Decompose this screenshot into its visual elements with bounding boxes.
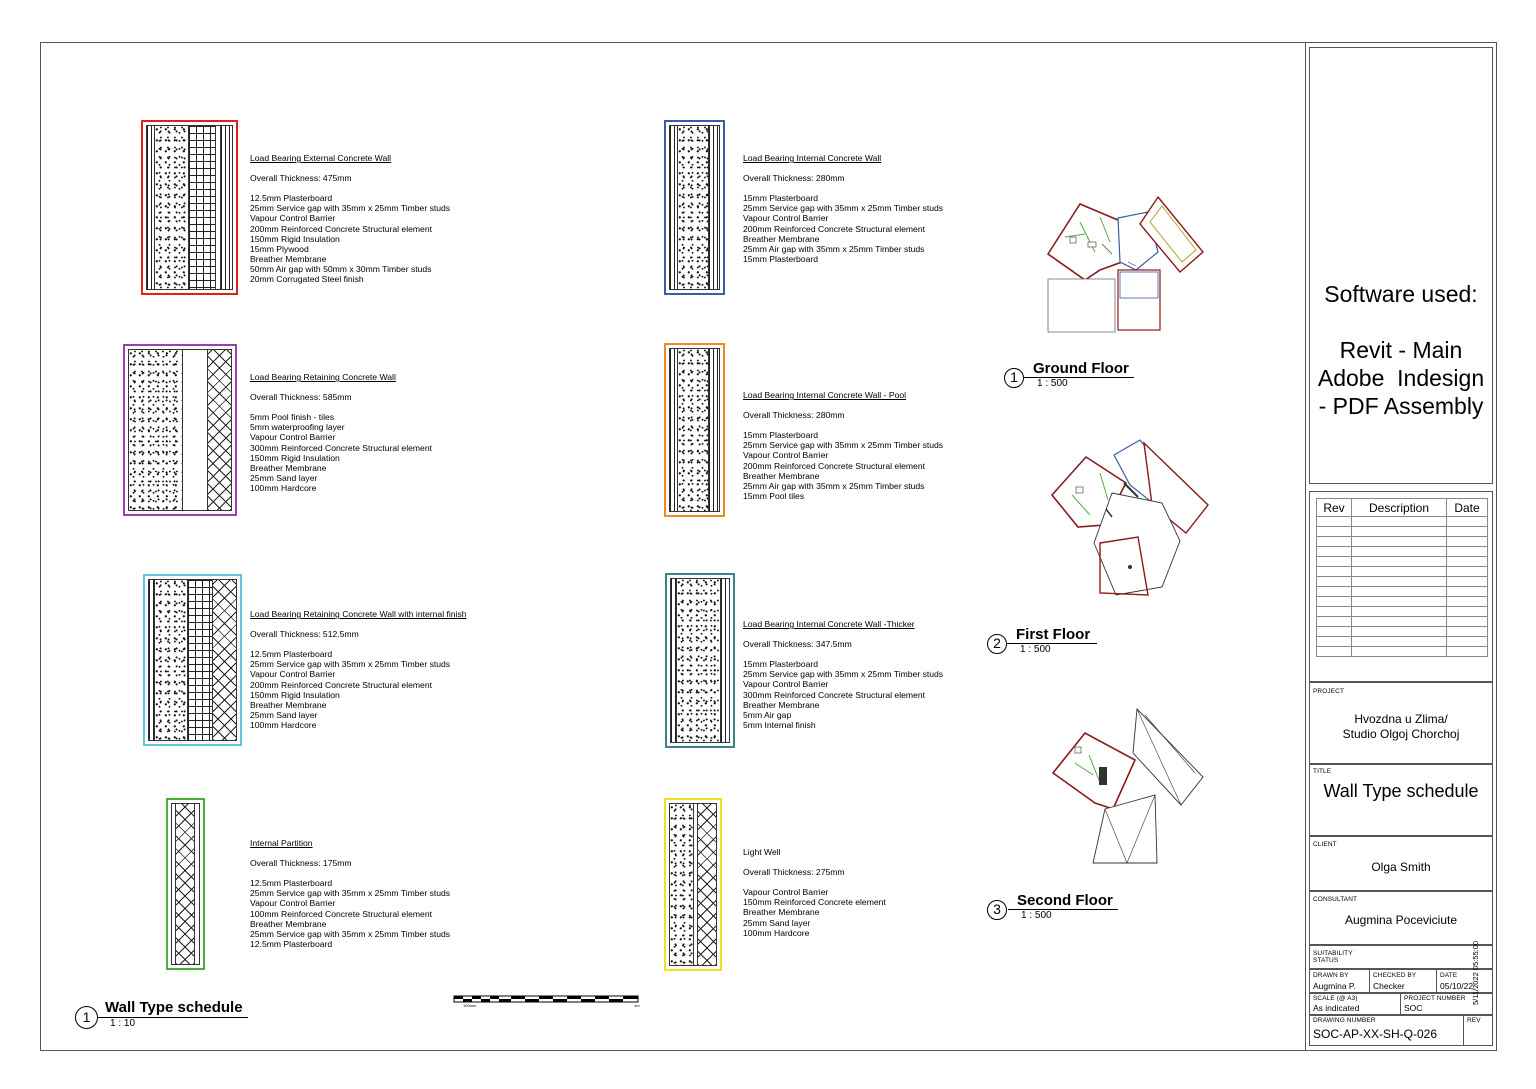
second-floor-plan: [1045, 705, 1210, 870]
description-header: Description: [1352, 499, 1447, 517]
drawing-number-value: SOC-AP-XX-SH-Q-026: [1313, 1027, 1438, 1041]
wall-layers: 15mm Plasterboard 25mm Service gap with 35mm x 25mm Timber studs Vapour Control Barrier 200mm Reinforced Concrete Structural element Breather Membrane 25mm Air gap with 35mm x 25mm Timber studs 15mm Plasterboard: [743, 193, 944, 264]
wall-title: Light Well: [743, 847, 781, 858]
project-number-label: PROJECT NUMBER: [1404, 995, 1466, 1002]
table-row: [1317, 627, 1488, 637]
table-row: [1317, 587, 1488, 597]
wall-thickness: Overall Thickness: 475mm: [250, 173, 352, 184]
drawn-checked-divider-2: [1436, 969, 1437, 993]
wall-thickness: Overall Thickness: 347.5mm: [743, 639, 852, 650]
wall-desc-6: [743, 380, 1003, 501]
table-row: [1317, 557, 1488, 567]
date-header: Date: [1447, 499, 1488, 517]
first-floor-scale: 1 : 500: [1020, 644, 1051, 655]
wall-layers: Vapour Control Barrier 150mm Reinforced Concrete element Breather Membrane 25mm Sand layer 100mm Hardcore: [743, 887, 886, 938]
table-row: [1317, 607, 1488, 617]
wall-swatch-internal-concrete: [664, 120, 725, 295]
wall-desc-2: [250, 362, 510, 493]
ground-floor-title: Ground Floor: [1033, 360, 1129, 377]
first-floor-plan: [1040, 435, 1215, 600]
wall-thickness: Overall Thickness: 512.5mm: [250, 629, 359, 640]
wall-layers: 15mm Plasterboard 25mm Service gap with 35mm x 25mm Timber studs Vapour Control Barrier 200mm Reinforced Concrete Structural element Breather Membrane 25mm Air gap with 35mm x 25mm Timber studs 15mm Pool tiles: [743, 430, 944, 501]
wall-thickness: Overall Thickness: 585mm: [250, 392, 352, 403]
rev-label: REV: [1467, 1017, 1481, 1024]
client-label: CLIENT: [1313, 841, 1337, 848]
date-value: 05/10/22: [1440, 981, 1474, 991]
project-name-line-2: Studio Olgoj Chorchoj: [1342, 727, 1460, 741]
client-name: Olga Smith: [1371, 860, 1431, 874]
table-row: [1317, 617, 1488, 627]
wall-desc-4: [250, 828, 510, 949]
software-heading: Software used:: [1324, 281, 1478, 307]
ground-floor-plan: [1040, 192, 1210, 337]
wall-title: Load Bearing Internal Concrete Wall - Pool: [743, 390, 907, 401]
suitability-label-1: SUITABILITY: [1313, 950, 1353, 957]
wall-desc-7: [743, 609, 1003, 730]
second-floor-scale: 1 : 500: [1021, 910, 1052, 921]
wall-layers: 12.5mm Plasterboard 25mm Service gap with 35mm x 25mm Timber studs Vapour Control Barrier 200mm Reinforced Concrete Structural element 150mm Rigid Insulation 15mm Plywood Breather Membrane 50mm Air gap with 50mm x 30mm Timber studs 20mm Corrugated Steel finish: [250, 193, 451, 285]
wall-swatch-internal-thicker: [665, 573, 735, 748]
date-label: DATE: [1440, 972, 1458, 979]
wall-swatch-external-concrete: [141, 120, 238, 295]
scale-bar: [452, 993, 642, 1009]
consultant-label: CONSULTANT: [1313, 896, 1358, 903]
table-row: [1317, 637, 1488, 647]
second-floor-title: Second Floor: [1017, 892, 1113, 909]
scale-bar-label-left: 100mm: [463, 1003, 477, 1008]
first-floor-title: First Floor: [1016, 626, 1091, 643]
revision-table: [1316, 498, 1488, 657]
ground-floor-scale: 1 : 500: [1037, 378, 1068, 389]
wall-desc-8: [743, 837, 1003, 938]
wall-thickness: Overall Thickness: 175mm: [250, 858, 352, 869]
project-label: PROJECT: [1313, 688, 1345, 695]
scale-value: As indicated: [1313, 1003, 1360, 1013]
wall-layers: 15mm Plasterboard 25mm Service gap with 35mm x 25mm Timber studs Vapour Control Barrier 300mm Reinforced Concrete Structural element Breather Membrane 5mm Air gap 5mm Internal finish: [743, 659, 944, 730]
software-line-1: Revit - Main: [1339, 337, 1463, 363]
wall-swatch-internal-partition: [166, 798, 205, 970]
table-row: [1317, 567, 1488, 577]
wall-title: Load Bearing Retaining Concrete Wall: [250, 372, 396, 383]
wall-swatch-internal-pool: [664, 343, 725, 517]
consultant-name: Augmina Poceviciute: [1344, 913, 1458, 927]
wall-swatch-retaining-concrete: [123, 344, 237, 516]
wall-desc-3: [250, 599, 520, 730]
wall-swatch-retaining-internal-finish: [143, 574, 242, 746]
table-row: [1317, 537, 1488, 547]
rev-header: Rev: [1317, 499, 1352, 517]
wall-layers: 12.5mm Plasterboard 25mm Service gap with 35mm x 25mm Timber studs Vapour Control Barrier 100mm Reinforced Concrete Structural element Breather Membrane 25mm Service gap with 35mm x 25mm Timber studs 12.5mm Plasterboard: [250, 878, 451, 949]
scale-projnum-divider: [1400, 993, 1401, 1015]
wall-title: Internal Partition: [250, 838, 313, 849]
drawn-by-label: DRAWN BY: [1313, 972, 1349, 979]
schedule-scale: 1 : 10: [110, 1018, 136, 1029]
ground-floor-view-number: 1: [1004, 368, 1024, 388]
title-label: TITLE: [1313, 768, 1332, 775]
wall-thickness: Overall Thickness: 280mm: [743, 173, 845, 184]
wall-desc-1: [250, 143, 510, 284]
print-timestamp: 5/11/2022 05:55:00: [1471, 940, 1480, 1005]
suitability-label-2: STATUS: [1313, 957, 1339, 964]
wall-swatch-light-well: [664, 798, 722, 971]
wall-title: Load Bearing Retaining Concrete Wall with internal finish: [250, 609, 467, 620]
schedule-title: Wall Type schedule: [105, 999, 243, 1016]
wall-title: Load Bearing External Concrete Wall: [250, 153, 392, 164]
first-floor-view-number: 2: [987, 634, 1007, 654]
project-number-value: SOC: [1404, 1003, 1423, 1013]
wall-title: Load Bearing Internal Concrete Wall: [743, 153, 882, 164]
wall-thickness: Overall Thickness: 280mm: [743, 410, 845, 421]
scale-label: SCALE (@ A3): [1313, 995, 1358, 1002]
table-row: [1317, 527, 1488, 537]
drawn-checked-divider-1: [1369, 969, 1370, 993]
table-row: [1317, 597, 1488, 607]
table-row: [1317, 547, 1488, 557]
second-floor-view-number: 3: [987, 900, 1007, 920]
software-line-3: - PDF Assembly: [1318, 393, 1484, 419]
software-line-2: Adobe Indesign: [1317, 365, 1485, 391]
checked-by-value: Checker: [1373, 981, 1405, 991]
drawing-title: Wall Type schedule: [1323, 781, 1479, 801]
wall-layers: 12.5mm Plasterboard 25mm Service gap with 35mm x 25mm Timber studs Vapour Control Barrier 200mm Reinforced Concrete Structural element 150mm Rigid Insulation Breather Membrane 25mm Sand layer 100mm Hardcore: [250, 649, 451, 730]
drawing-number-label: DRAWING NUMBER: [1313, 1017, 1376, 1024]
wall-layers: 5mm Pool finish - tiles 5mm waterproofing layer Vapour Control Barrier 300mm Reinforced Concrete Structural element 150mm Rigid Insulation Breather Membrane 25mm Sand layer 100mm Hardcore: [250, 412, 432, 493]
table-row: [1317, 577, 1488, 587]
drawn-by-value: Augmina P.: [1313, 981, 1356, 991]
scale-bar-label-right: 1m: [634, 1003, 640, 1008]
project-name-line-1: Hvozdna u Zlima/: [1354, 712, 1448, 726]
wall-thickness: Overall Thickness: 275mm: [743, 867, 845, 878]
wall-desc-5: [743, 143, 1003, 264]
table-row: [1317, 517, 1488, 527]
checked-by-label: CHECKED BY: [1373, 972, 1417, 979]
wall-title: Load Bearing Internal Concrete Wall -Thicker: [743, 619, 915, 630]
schedule-view-number: 1: [75, 1006, 98, 1029]
titleblock-divider: [1305, 42, 1306, 1051]
table-row: [1317, 647, 1488, 657]
drawing-number-divider: [1463, 1015, 1464, 1046]
